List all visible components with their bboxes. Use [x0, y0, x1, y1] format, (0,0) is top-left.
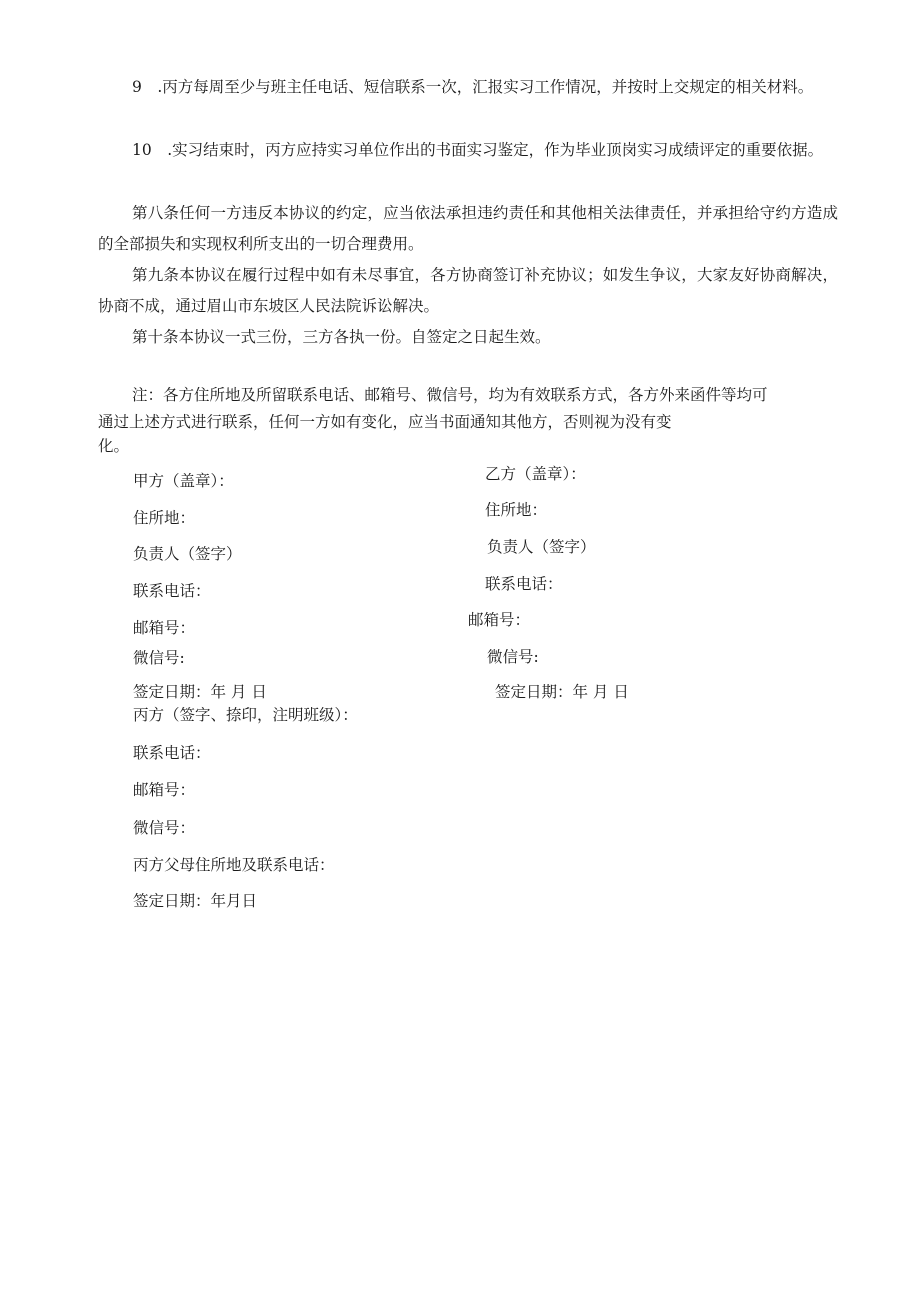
party-c-parents: 丙方父母住所地及联系电话：	[133, 856, 335, 874]
party-c-email: 邮箱号：	[133, 781, 196, 799]
article-9: 第九条本协议在履行过程中如有未尽事宜，各方协商签订补充协议；如发生争议，大家友好协商解决，协商不成，通过眉山市东坡区人民法院诉讼解决。	[98, 266, 838, 315]
party-b-date: 签定日期：年 月 日	[495, 683, 629, 701]
party-b-signer: 负责人（签字）	[487, 538, 596, 556]
party-a-seal: 甲方（盖章）：	[133, 472, 234, 490]
party-b-seal: 乙方（盖章）：	[485, 465, 586, 483]
note-line-1: 注：各方住所地及所留联系电话、邮箱号、微信号，均为有效联系方式，各方外来函件等均可	[132, 386, 768, 404]
party-a-email: 邮箱号：	[133, 619, 196, 637]
note-line-2: 通过上述方式进行联系，任何一方如有变化，应当书面通知其他方，否则视为没有变	[98, 413, 672, 431]
article-8: 第八条任何一方违反本协议的约定，应当依法承担违约责任和其他相关法律责任，并承担给守约方造成的全部损失和实现权利所支出的一切合理费用。	[98, 204, 838, 253]
clause-item-10: 10 .实习结束时，丙方应持实习单位作出的书面实习鉴定，作为毕业顶岗实习成绩评定的重要依据。	[132, 141, 824, 159]
clause-item-9: 9 .丙方每周至少与班主任电话、短信联系一次，汇报实习工作情况，并按时上交规定的相关材料。	[132, 78, 814, 96]
party-a-address: 住所地：	[133, 509, 196, 527]
party-b-email: 邮箱号：	[468, 611, 531, 629]
party-b-address: 住所地：	[485, 501, 548, 519]
party-a-phone: 联系电话：	[133, 582, 211, 600]
party-b-phone: 联系电话：	[485, 575, 563, 593]
article-10: 第十条本协议一式三份，三方各执一份。自签定之日起生效。	[132, 328, 551, 346]
party-a-date: 签定日期：年 月 日	[133, 683, 267, 701]
party-b-wechat: 微信号:	[487, 648, 539, 666]
party-c-sign: 丙方（签字、捺印，注明班级）：	[133, 706, 358, 724]
party-c-date: 签定日期：年月日	[133, 892, 258, 910]
note-line-3: 化。	[98, 437, 130, 455]
party-c-phone: 联系电话：	[133, 744, 211, 762]
party-a-wechat: 微信号:	[133, 649, 185, 667]
party-c-wechat: 微信号：	[133, 819, 196, 837]
party-a-signer: 负责人（签字）	[133, 545, 242, 563]
